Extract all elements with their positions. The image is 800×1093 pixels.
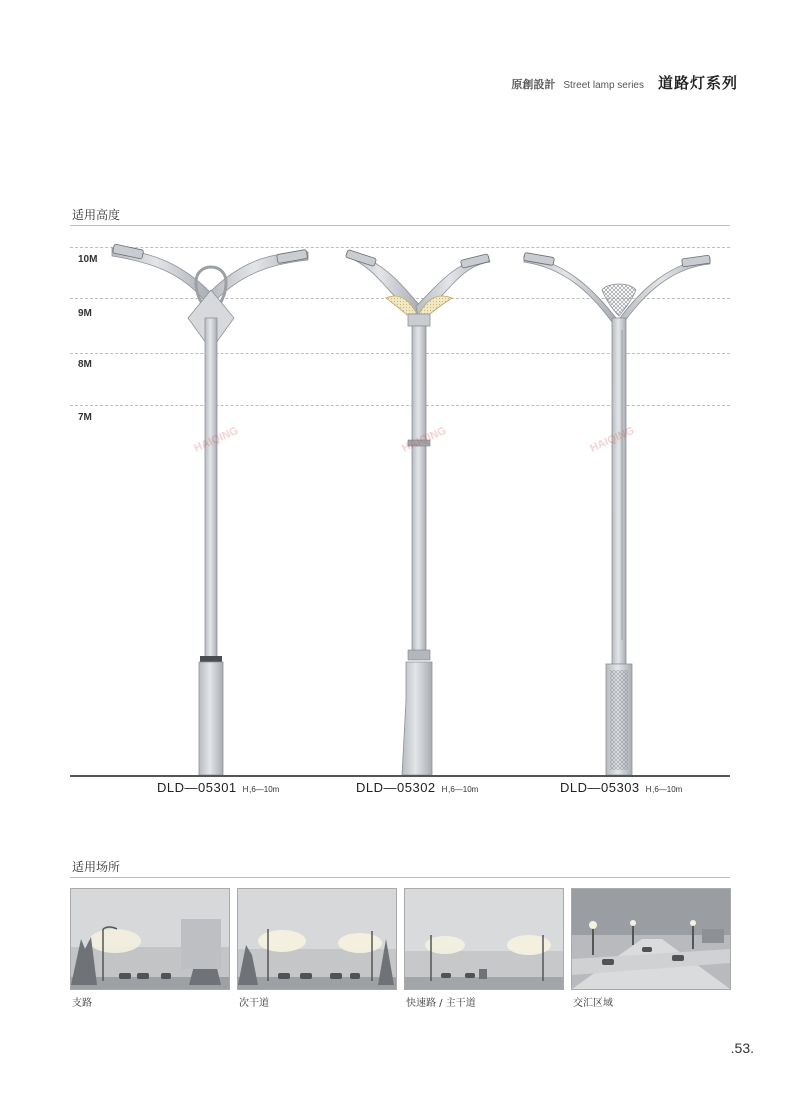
scenes-section-rule <box>70 877 730 878</box>
scene-caption-4: 交汇区域 <box>573 998 613 1009</box>
height-label-10m: 10M <box>78 254 98 265</box>
lamp-pole-05302 <box>345 250 490 775</box>
scenes-section-title: 适用场所 <box>72 860 121 874</box>
svg-text:HAIQING: HAIQING <box>588 424 637 455</box>
height-label-9m: 9M <box>78 308 92 319</box>
model-05303 <box>560 780 682 795</box>
svg-text:HAIQING: HAIQING <box>192 424 241 455</box>
height-label-7m: 7M <box>78 412 92 423</box>
scene-caption-3: 快速路 / 主干道 <box>406 998 476 1009</box>
scene-image-branch-road <box>70 888 230 990</box>
header-title: 道路灯系列 <box>657 74 738 92</box>
scene-image-secondary-road <box>237 888 397 990</box>
model-height: H ,6—10m <box>441 785 479 794</box>
header-cn-label: 原創設計 <box>511 78 556 91</box>
lamp-pole-05303 <box>524 252 711 775</box>
model-height: H ,6—10m <box>645 785 683 794</box>
model-05301 <box>157 780 279 795</box>
page-number: .53. <box>730 1040 754 1056</box>
model-height: H ,6—10m <box>242 785 280 794</box>
height-label-8m: 8M <box>78 359 92 370</box>
header-en-label: Street lamp series <box>563 80 644 91</box>
scene-image-expressway <box>404 888 564 990</box>
lamp-pole-05301 <box>112 244 308 775</box>
model-code: DLD—05301 <box>157 780 237 795</box>
scene-caption-1: 支路 <box>72 998 92 1009</box>
scene-image-intersection <box>571 888 731 990</box>
scene-caption-2: 次干道 <box>239 998 269 1009</box>
svg-text:HAIQING: HAIQING <box>400 424 449 455</box>
height-section-title: 适用高度 <box>72 208 121 222</box>
model-code: DLD—05302 <box>356 780 436 795</box>
model-05302 <box>356 780 478 795</box>
ground-line <box>70 775 730 777</box>
model-code: DLD—05303 <box>560 780 640 795</box>
